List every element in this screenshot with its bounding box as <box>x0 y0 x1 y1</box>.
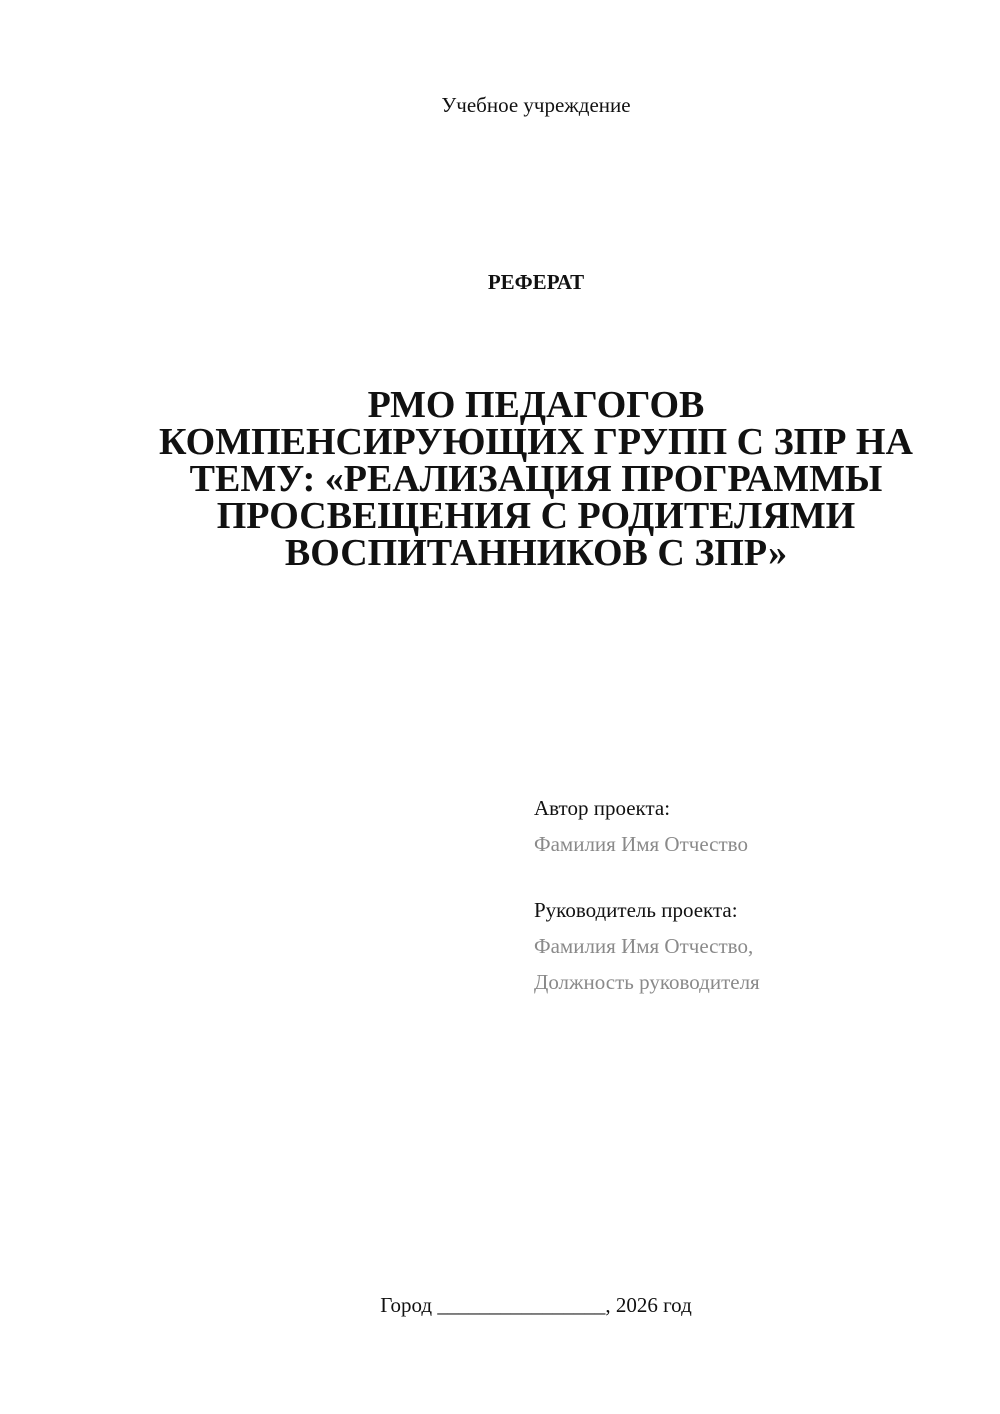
institution-name: Учебное учреждение <box>441 93 631 117</box>
title-line: ВОСПИТАННИКОВ С ЗПР» <box>284 532 788 574</box>
supervisor-label: Руководитель проекта: <box>534 898 738 922</box>
author-label: Автор проекта: <box>534 796 671 820</box>
document-title <box>100 384 972 574</box>
document-type: РЕФЕРАТ <box>487 270 585 294</box>
supervisor-name: Фамилия Имя Отчество, <box>534 934 754 958</box>
title-line: РМО ПЕДАГОГОВ <box>367 384 705 426</box>
title-line: ПРОСВЕЩЕНИЯ С РОДИТЕЛЯМИ <box>216 495 856 537</box>
authorship-block <box>534 790 974 1000</box>
title-line: КОМПЕНСИРУЮЩИХ ГРУПП С ЗПР НА <box>159 421 913 463</box>
author-name: Фамилия Имя Отчество <box>534 832 748 856</box>
supervisor-position: Должность руководителя <box>534 970 760 994</box>
spacer <box>534 862 974 892</box>
title-line: ТЕМУ: «РЕАЛИЗАЦИЯ ПРОГРАММЫ <box>189 458 883 500</box>
city-year-line: Город ________________, 2026 год <box>380 1293 692 1317</box>
